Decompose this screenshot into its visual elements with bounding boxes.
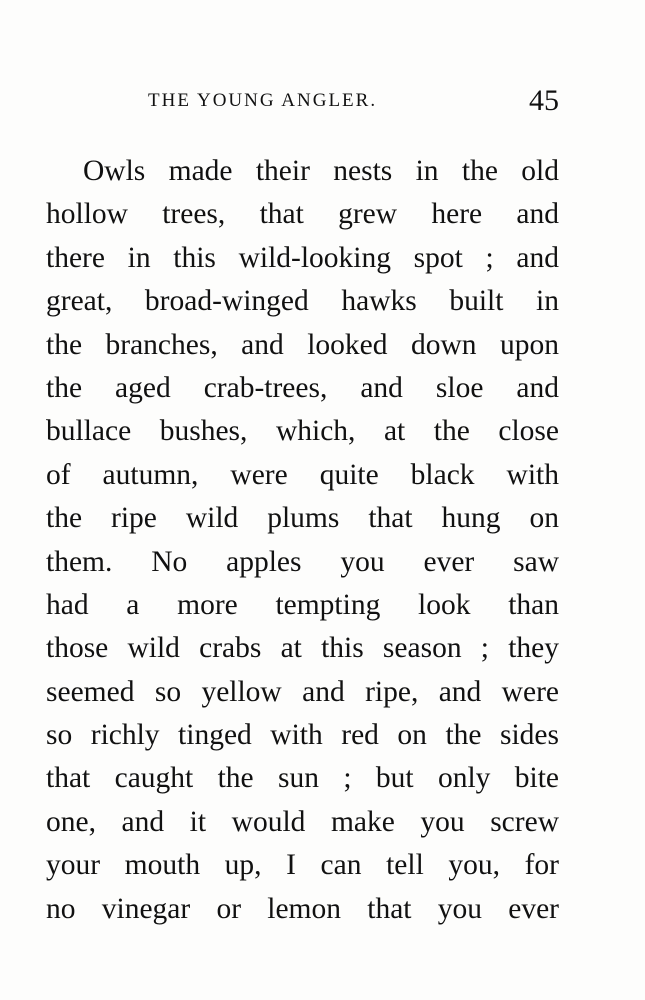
text-line: the aged crab-trees, and sloe and [46, 371, 559, 404]
text-line: of autumn, were quite black with [46, 458, 559, 491]
text-line: the branches, and looked down upon [46, 328, 559, 361]
text-line: those wild crabs at this season ; they [46, 632, 559, 665]
text-line: bullace bushes, which, at the close [46, 415, 559, 448]
text-line: one, and it would make you screw [46, 805, 559, 838]
text-line: seemed so yellow and ripe, and were [46, 675, 559, 708]
text-line: no vinegar or lemon that you ever [46, 892, 559, 925]
text-line: the ripe wild plums that hung on [46, 502, 559, 535]
body-paragraph [46, 150, 559, 931]
running-title: THE YOUNG ANGLER. [148, 90, 378, 111]
text-line: them. No apples you ever saw [46, 545, 559, 578]
text-line: had a more tempting look than [46, 588, 559, 621]
text-line: Owls made their nests in the old [83, 155, 559, 187]
page-number: 45 [529, 84, 559, 117]
running-head [46, 84, 559, 120]
text-line: that caught the sun ; but only bite [46, 762, 559, 795]
text-line: your mouth up, I can tell you, for [46, 849, 559, 882]
text-line: there in this wild-looking spot ; and [46, 241, 559, 274]
text-line: great, broad-winged hawks built in [46, 285, 559, 318]
text-line: so richly tinged with red on the sides [46, 719, 559, 752]
text-line: hollow trees, that grew here and [46, 198, 559, 231]
